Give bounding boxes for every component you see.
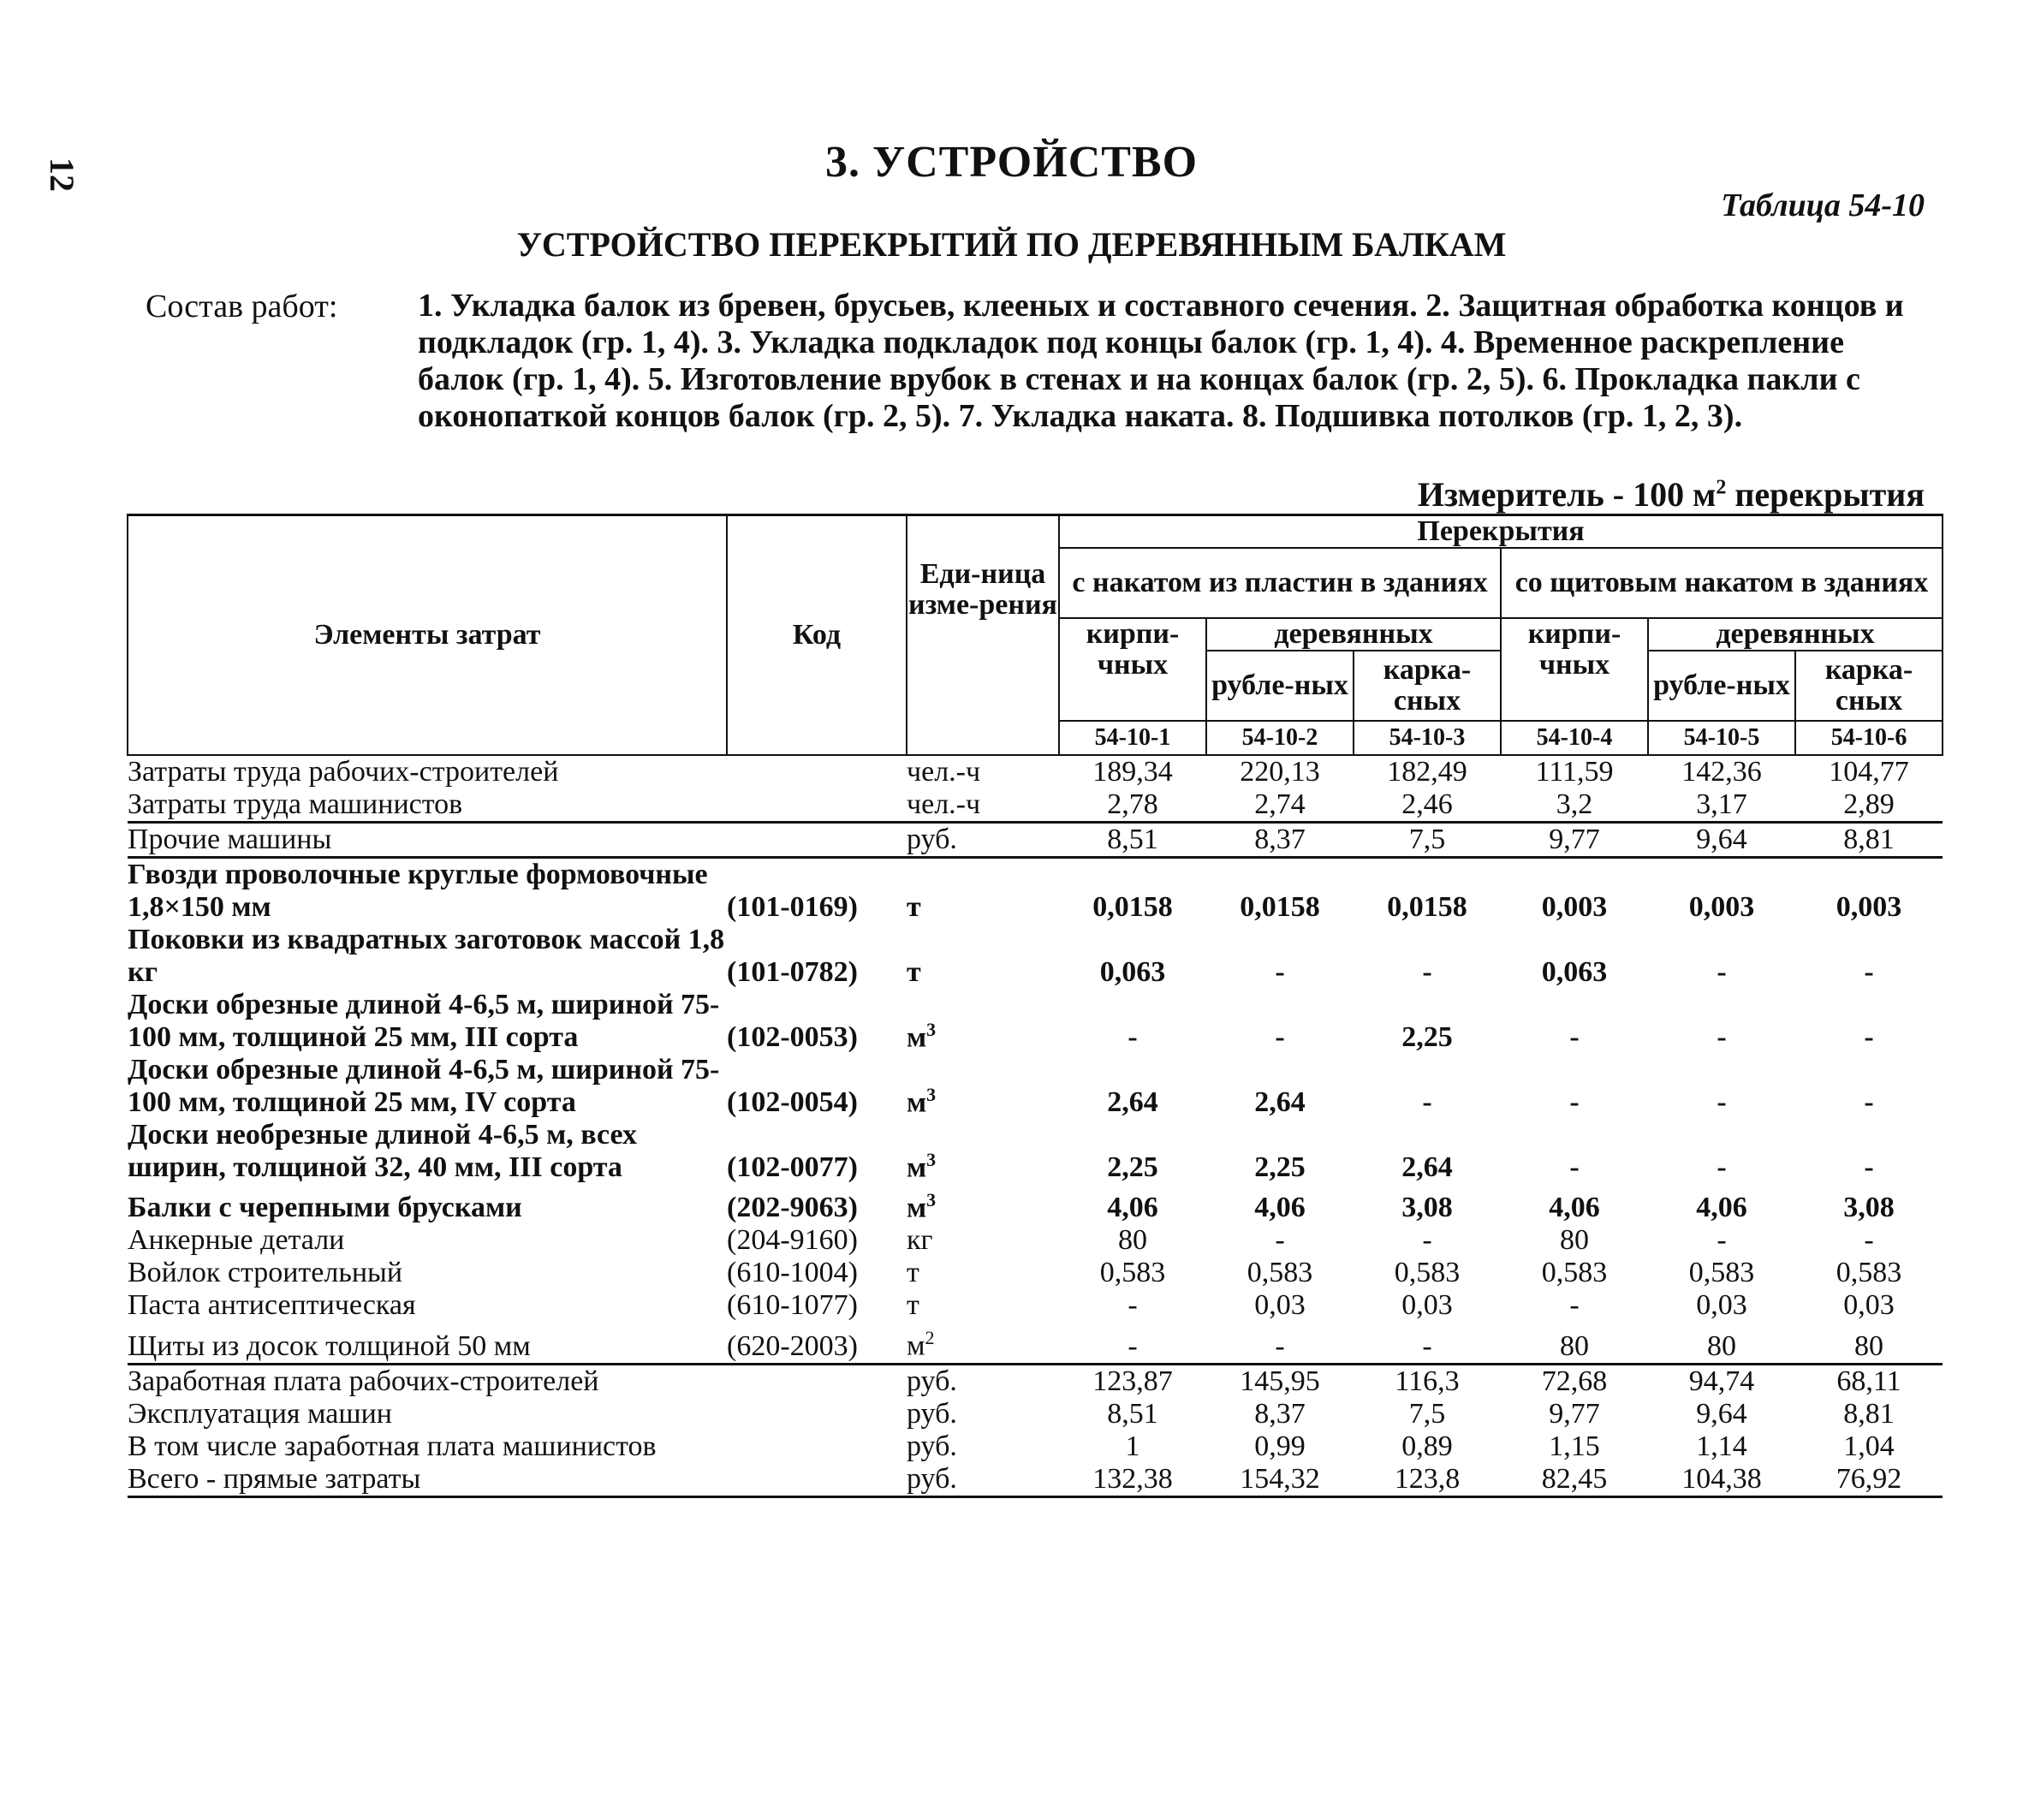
cost-element-name: Затраты труда рабочих-строителей: [128, 756, 559, 788]
value-cell-3: 0,03: [1401, 1289, 1453, 1322]
measure-sup: 2: [1716, 476, 1727, 499]
table-row: [128, 1398, 1943, 1430]
cost-element-name: Балки с черепными брусками: [128, 1192, 522, 1224]
header-log-1: рубле-ных: [1206, 651, 1354, 721]
cost-table: [127, 514, 1943, 1498]
unit-cell: [907, 755, 1059, 788]
column-code-5: 54-10-5: [1648, 721, 1795, 755]
unit-cell: [907, 989, 1059, 1054]
resource-code: (620-2003): [727, 1322, 907, 1364]
unit-text: руб.: [907, 1365, 957, 1397]
value-cell-4: -: [1569, 1151, 1580, 1183]
value-cell-2: -: [1275, 956, 1285, 988]
cost-element-name: Всего - прямые затраты: [128, 1463, 907, 1497]
table-row: [128, 1054, 1943, 1119]
value-cell-5: -: [1717, 1021, 1727, 1053]
table-row: [128, 1224, 1943, 1257]
unit-text: м: [907, 1021, 927, 1053]
unit-cell: [907, 1289, 1059, 1322]
table-row: [128, 924, 1943, 989]
unit-cell: [907, 1054, 1059, 1119]
cost-element-name: В том числе заработная плата машинистов: [128, 1430, 657, 1462]
unit-text: руб.: [907, 1397, 957, 1430]
value-cell-5: 1,14: [1696, 1430, 1747, 1462]
table-row: [128, 1257, 1943, 1289]
unit-cell: [907, 1257, 1059, 1289]
cost-element-name: Прочие машины: [128, 823, 907, 858]
document-title: УСТРОЙСТВО ПЕРЕКРЫТИЙ ПО ДЕРЕВЯННЫМ БАЛКАМ: [516, 225, 1507, 264]
table-row: [128, 823, 1943, 858]
value-cell-3: 7,5: [1354, 823, 1501, 858]
value-cell-1: 0,063: [1099, 956, 1166, 988]
unit-cell: [907, 1398, 1059, 1430]
unit-text: м: [907, 1151, 927, 1183]
value-cell-4: 9,77: [1501, 823, 1648, 858]
value-cell-2: 145,95: [1240, 1365, 1320, 1397]
value-cell-5: 3,17: [1648, 788, 1795, 823]
column-code-6: 54-10-6: [1795, 721, 1943, 755]
work-composition-label: Состав работ:: [146, 288, 338, 324]
unit-cell: [907, 1322, 1059, 1364]
unit-cell: [907, 858, 1059, 925]
value-cell-5: 4,06: [1696, 1192, 1747, 1224]
cost-element-name: Доски необрезные длиной 4-6,5 м, всех ширин, толщиной 32, 40 мм, III сорта: [128, 1119, 637, 1183]
column-code-3: 54-10-3: [1354, 721, 1501, 755]
unit-cell: [907, 1224, 1059, 1257]
column-code-1: 54-10-1: [1059, 721, 1206, 755]
cost-element-name: Эксплуатация машин: [128, 1397, 392, 1430]
value-cell-6: -: [1864, 1224, 1874, 1257]
value-cell-5: 9,64: [1648, 823, 1795, 858]
table-row: [128, 1430, 1943, 1463]
value-cell-4: 80: [1560, 1224, 1589, 1257]
resource-code: (101-0169): [727, 891, 858, 923]
value-cell-1: -: [1059, 1322, 1206, 1364]
value-cell-4: 1,15: [1549, 1430, 1600, 1462]
measure-prefix: Измеритель - 100 м: [1417, 475, 1717, 514]
value-cell-4: 0,063: [1541, 956, 1608, 988]
table-row: [128, 1364, 1943, 1398]
table-row: [128, 858, 1943, 925]
cost-element-name: Затраты труда машинистов: [128, 788, 907, 823]
unit-text: м: [907, 1192, 927, 1224]
unit-text: руб.: [907, 1430, 957, 1462]
value-cell-1: 2,78: [1059, 788, 1206, 823]
unit-text: кг: [907, 1224, 933, 1257]
cost-element-name: Войлок строительный: [128, 1257, 403, 1289]
value-cell-1: 0,0158: [1092, 891, 1173, 923]
value-cell-5: 94,74: [1688, 1365, 1755, 1397]
unit-cell: [907, 1119, 1059, 1184]
value-cell-4: 0,583: [1541, 1257, 1608, 1289]
value-cell-4: 4,06: [1549, 1192, 1600, 1224]
header-log-2: рубле-ных: [1648, 651, 1795, 721]
value-cell-1: 189,34: [1092, 756, 1173, 788]
value-cell-5: 0,03: [1696, 1289, 1747, 1322]
resource-code: (202-9063): [727, 1192, 858, 1224]
value-cell-6: 0,583: [1836, 1257, 1902, 1289]
unit-cell: [907, 1184, 1059, 1224]
value-cell-6: 104,77: [1829, 756, 1909, 788]
header-wooden-1: деревянных: [1206, 618, 1501, 651]
value-cell-6: -: [1864, 1021, 1874, 1053]
value-cell-6: 8,81: [1795, 823, 1943, 858]
header-frame-1: карка-сных: [1354, 651, 1501, 721]
value-cell-2: 2,25: [1254, 1151, 1306, 1183]
value-cell-5: 142,36: [1681, 756, 1762, 788]
value-cell-4: 72,68: [1541, 1365, 1608, 1397]
unit-cell: [907, 924, 1059, 989]
value-cell-3: -: [1422, 1224, 1432, 1257]
value-cell-1: 8,51: [1059, 823, 1206, 858]
value-cell-1: 132,38: [1059, 1463, 1206, 1497]
header-unit: Еди-ница изме-рения: [907, 515, 1059, 756]
cost-element-name: Доски обрезные длиной 4-6,5 м, шириной 75-100 мм, толщиной 25 мм, IV сорта: [128, 1054, 720, 1118]
table-row: [128, 755, 1943, 788]
resource-code: (610-1077): [727, 1289, 858, 1322]
table-row: [128, 1322, 1943, 1364]
unit-text: руб.: [907, 824, 957, 855]
value-cell-6: -: [1864, 1151, 1874, 1183]
unit-text: т: [907, 956, 921, 988]
value-cell-2: 154,32: [1206, 1463, 1354, 1497]
section-title: 3. УСТРОЙСТВО: [824, 138, 1199, 187]
value-cell-2: 0,99: [1254, 1430, 1306, 1462]
resource-code: (610-1004): [727, 1257, 858, 1289]
value-cell-3: 123,8: [1354, 1463, 1501, 1497]
value-cell-5: -: [1717, 1086, 1727, 1118]
unit-superscript: 3: [926, 1083, 937, 1105]
value-cell-3: 2,25: [1401, 1021, 1453, 1053]
value-cell-5: 80: [1648, 1322, 1795, 1364]
page-number: 12: [43, 158, 81, 192]
value-cell-3: 7,5: [1408, 1397, 1446, 1430]
unit-superscript: 3: [926, 1189, 937, 1210]
value-cell-3: 0,0158: [1387, 891, 1467, 923]
value-cell-5: 9,64: [1696, 1397, 1747, 1430]
value-cell-3: -: [1422, 956, 1432, 988]
header-elements: Элементы затрат: [128, 515, 727, 756]
header-wooden-2: деревянных: [1648, 618, 1943, 651]
value-cell-2: 8,37: [1206, 823, 1354, 858]
resource-code: (102-0054): [727, 1086, 858, 1118]
table-row: [128, 1289, 1943, 1322]
value-cell-3: 2,46: [1354, 788, 1501, 823]
value-cell-5: 104,38: [1648, 1463, 1795, 1497]
value-cell-6: 3,08: [1843, 1192, 1895, 1224]
unit-text: чел.-ч: [907, 788, 981, 820]
value-cell-5: 0,003: [1688, 891, 1755, 923]
value-cell-4: 111,59: [1535, 756, 1614, 788]
unit-cell: [907, 1430, 1059, 1463]
unit-text: т: [907, 1289, 919, 1322]
unit-cell: [907, 1463, 1059, 1497]
value-cell-4: 0,003: [1541, 891, 1608, 923]
header-brick-2: кирпи-чных: [1501, 618, 1648, 721]
cost-element-name: Паста антисептическая: [128, 1289, 416, 1322]
header-group-plates: с накатом из пластин в зданиях: [1059, 548, 1501, 618]
value-cell-3: -: [1354, 1322, 1501, 1364]
value-cell-5: 0,583: [1688, 1257, 1755, 1289]
value-cell-4: -: [1569, 1021, 1580, 1053]
value-cell-1: -: [1128, 1289, 1138, 1322]
table-row: [128, 1119, 1943, 1184]
measure-unit: [1418, 474, 1925, 514]
cost-element-name: Заработная плата рабочих-строителей: [128, 1365, 599, 1397]
value-cell-2: 2,64: [1254, 1086, 1306, 1118]
value-cell-2: 8,37: [1254, 1397, 1306, 1430]
table-row: [128, 1463, 1943, 1497]
unit-cell: [907, 1364, 1059, 1398]
value-cell-6: 0,03: [1843, 1289, 1895, 1322]
value-cell-3: 182,49: [1387, 756, 1467, 788]
value-cell-3: 3,08: [1401, 1192, 1453, 1224]
resource-code: (204-9160): [727, 1224, 858, 1257]
value-cell-6: -: [1864, 956, 1874, 988]
column-code-4: 54-10-4: [1501, 721, 1648, 755]
unit-cell: [907, 788, 1059, 823]
header-code: Код: [727, 515, 907, 756]
value-cell-5: -: [1717, 1224, 1727, 1257]
unit-superscript: 3: [926, 1018, 937, 1040]
table-label: Таблица 54-10: [1721, 187, 1925, 223]
value-cell-4: 9,77: [1549, 1397, 1600, 1430]
value-cell-3: 2,64: [1401, 1151, 1453, 1183]
value-cell-2: -: [1275, 1021, 1285, 1053]
value-cell-6: -: [1864, 1086, 1874, 1118]
value-cell-2: 0,583: [1247, 1257, 1313, 1289]
cost-element-name: Гвозди проволочные круглые формовочные 1,8×150 мм: [128, 859, 708, 923]
value-cell-1: 8,51: [1107, 1397, 1158, 1430]
value-cell-4: 3,2: [1501, 788, 1648, 823]
value-cell-5: -: [1717, 956, 1727, 988]
value-cell-3: 0,89: [1401, 1430, 1453, 1462]
value-cell-4: -: [1569, 1289, 1580, 1322]
value-cell-3: 116,3: [1395, 1365, 1460, 1397]
resource-code: (102-0053): [727, 1021, 858, 1053]
table-row: [128, 1184, 1943, 1224]
value-cell-5: -: [1717, 1151, 1727, 1183]
value-cell-6: 2,89: [1795, 788, 1943, 823]
header-brick-1: кирпи-чных: [1059, 618, 1206, 721]
unit-cell: [907, 823, 1059, 858]
value-cell-2: -: [1206, 1322, 1354, 1364]
cost-element-name: Доски обрезные длиной 4-6,5 м, шириной 75-100 мм, толщиной 25 мм, III сорта: [128, 989, 720, 1053]
table-row: [128, 788, 1943, 823]
value-cell-4: -: [1569, 1086, 1580, 1118]
resource-code: (101-0782): [727, 956, 858, 988]
table-row: [128, 989, 1943, 1054]
value-cell-1: 2,64: [1107, 1086, 1158, 1118]
value-cell-1: 1: [1125, 1430, 1140, 1462]
value-cell-6: 80: [1795, 1322, 1943, 1364]
value-cell-2: 2,74: [1206, 788, 1354, 823]
value-cell-6: 1,04: [1843, 1430, 1895, 1462]
cost-element-name: Анкерные детали: [128, 1224, 345, 1257]
unit-text: т: [907, 891, 921, 923]
header-group-panels: со щитовым накатом в зданиях: [1501, 548, 1943, 618]
cost-element-name: Поковки из квадратных заготовок массой 1,8 кг: [128, 924, 725, 988]
header-frame-2: карка-сных: [1795, 651, 1943, 721]
cost-element-name: Щиты из досок толщиной 50 мм: [128, 1322, 727, 1364]
value-cell-3: 0,583: [1394, 1257, 1461, 1289]
value-cell-2: -: [1275, 1224, 1285, 1257]
unit-superscript: 3: [926, 1148, 937, 1170]
resource-code: (102-0077): [727, 1151, 858, 1183]
value-cell-2: 0,0158: [1240, 891, 1320, 923]
value-cell-2: 4,06: [1254, 1192, 1306, 1224]
unit-text: руб.: [907, 1462, 957, 1495]
value-cell-3: -: [1422, 1086, 1432, 1118]
column-code-2: 54-10-2: [1206, 721, 1354, 755]
header-overlaps: Перекрытия: [1059, 515, 1943, 549]
unit-text: чел.-ч: [907, 756, 981, 788]
value-cell-1: 80: [1118, 1224, 1147, 1257]
value-cell-6: 0,003: [1836, 891, 1902, 923]
value-cell-2: 220,13: [1240, 756, 1320, 788]
value-cell-6: 68,11: [1836, 1365, 1901, 1397]
value-cell-1: 2,25: [1107, 1151, 1158, 1183]
unit-superscript: 2: [925, 1327, 935, 1349]
measure-suffix: перекрытия: [1726, 475, 1925, 514]
value-cell-1: 123,87: [1092, 1365, 1173, 1397]
value-cell-1: -: [1128, 1021, 1138, 1053]
unit-text: м: [907, 1086, 927, 1118]
unit-text: м: [907, 1329, 925, 1362]
value-cell-1: 0,583: [1099, 1257, 1166, 1289]
value-cell-6: 76,92: [1795, 1463, 1943, 1497]
value-cell-2: 0,03: [1254, 1289, 1306, 1322]
value-cell-6: 8,81: [1843, 1397, 1895, 1430]
work-composition-text: 1. Укладка балок из бревен, брусьев, клееных и составного сечения. 2. Защитная обработка концов и подкладок (гр. 1, 4). 3. Укладка подкладок под концы балок (гр. 1, 4). 4. Временное раскрепление балок (гр. 1, 4). 5. Изготовление врубок в стенах и на концах балок (гр. 2, 5). 6. Прокладка пакли с оконопаткой концов балок (гр. 2, 5). 7. Укладка наката. 8. Подшивка потолков (гр. 1, 2, 3).: [418, 288, 1904, 434]
value-cell-4: 80: [1501, 1322, 1648, 1364]
unit-text: т: [907, 1257, 919, 1289]
value-cell-4: 82,45: [1501, 1463, 1648, 1497]
value-cell-1: 4,06: [1107, 1192, 1158, 1224]
